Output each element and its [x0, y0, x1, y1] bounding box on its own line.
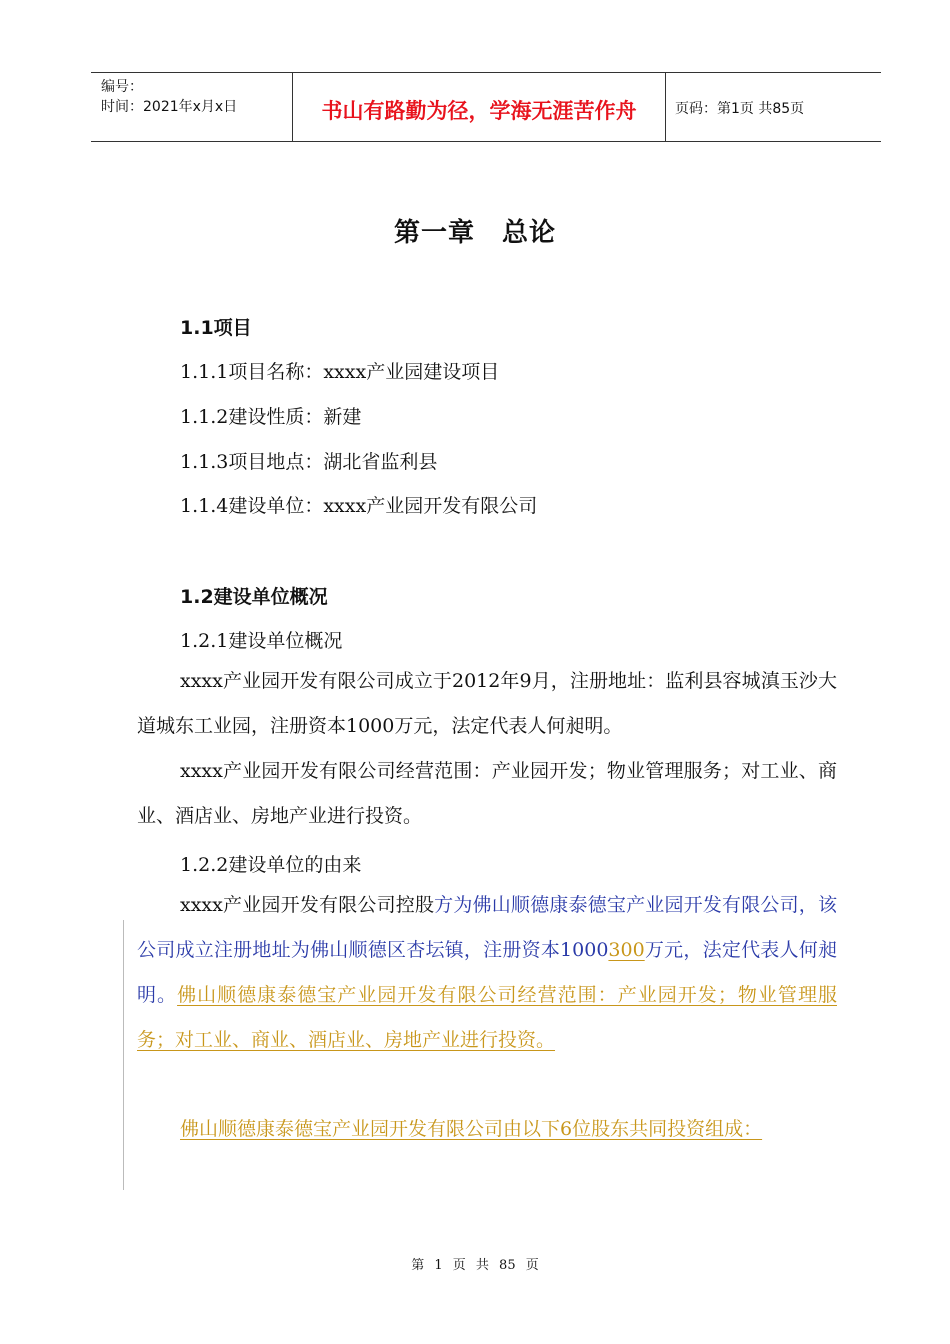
paragraph: xxxx产业园开发有限公司成立于2012年9月，注册地址：监利县容城滇玉沙大道城东工业园，注册资本1000万元，法定代表人何昶明。 [137, 670, 837, 737]
changed-text: 300 [608, 939, 645, 961]
list-item: 1.1.1项目名称：xxxx产业园建设项目 [180, 361, 500, 383]
changed-text: 佛山顺德康泰德宝产业园开发有限公司经营范围：产业园开发；物业管理服务；对工业、商业、酒店业、房地产业进行投资。 [137, 984, 837, 1051]
paragraph-revised [137, 883, 837, 1063]
section-title: 1.1项目 [180, 317, 252, 339]
time-label: 时间：2021年x月x日 [101, 99, 238, 115]
header-motto: 书山有路勤为径，学海无涯苦作舟 [321, 98, 637, 123]
subsection-title: 1.2.1建设单位概况 [180, 630, 343, 652]
header-page-info: 页码：第1页 共85页 [675, 101, 805, 117]
number-label: 编号： [101, 79, 143, 95]
chapter-title: 第一章 总论 [393, 218, 556, 248]
list-item: 1.1.3项目地点：湖北省监利县 [180, 451, 438, 473]
subsection-title: 1.2.2建设单位的由来 [180, 854, 362, 876]
paragraph-revised [137, 1107, 837, 1152]
list-item: 1.1.2建设性质：新建 [180, 406, 362, 428]
inserted-text: 万元，法定代表人何昶明。 [137, 939, 837, 1006]
text-run: xxxx产业园开发有限公司控股 [180, 894, 435, 916]
header-meta [101, 77, 291, 117]
paragraph: xxxx产业园开发有限公司经营范围：产业园开发；物业管理服务；对工业、商业、酒店业、房地产业进行投资。 [137, 760, 837, 827]
page-footer: 第 1 页 共 85 页 [411, 1258, 539, 1273]
header-divider [665, 73, 666, 141]
changed-text: 佛山顺德康泰德宝产业园开发有限公司由以下6位股东共同投资组成： [180, 1118, 763, 1140]
revision-bar [123, 920, 124, 1190]
inserted-text: 方为佛山顺德康泰德宝产业园开发有限公司，该公司成立注册地址为佛山顺德区杏坛镇，注册资本1000 [137, 894, 837, 961]
list-item: 1.1.4建设单位：xxxx产业园开发有限公司 [180, 495, 538, 517]
header-table [91, 72, 881, 142]
section-title: 1.2建设单位概况 [180, 586, 328, 608]
